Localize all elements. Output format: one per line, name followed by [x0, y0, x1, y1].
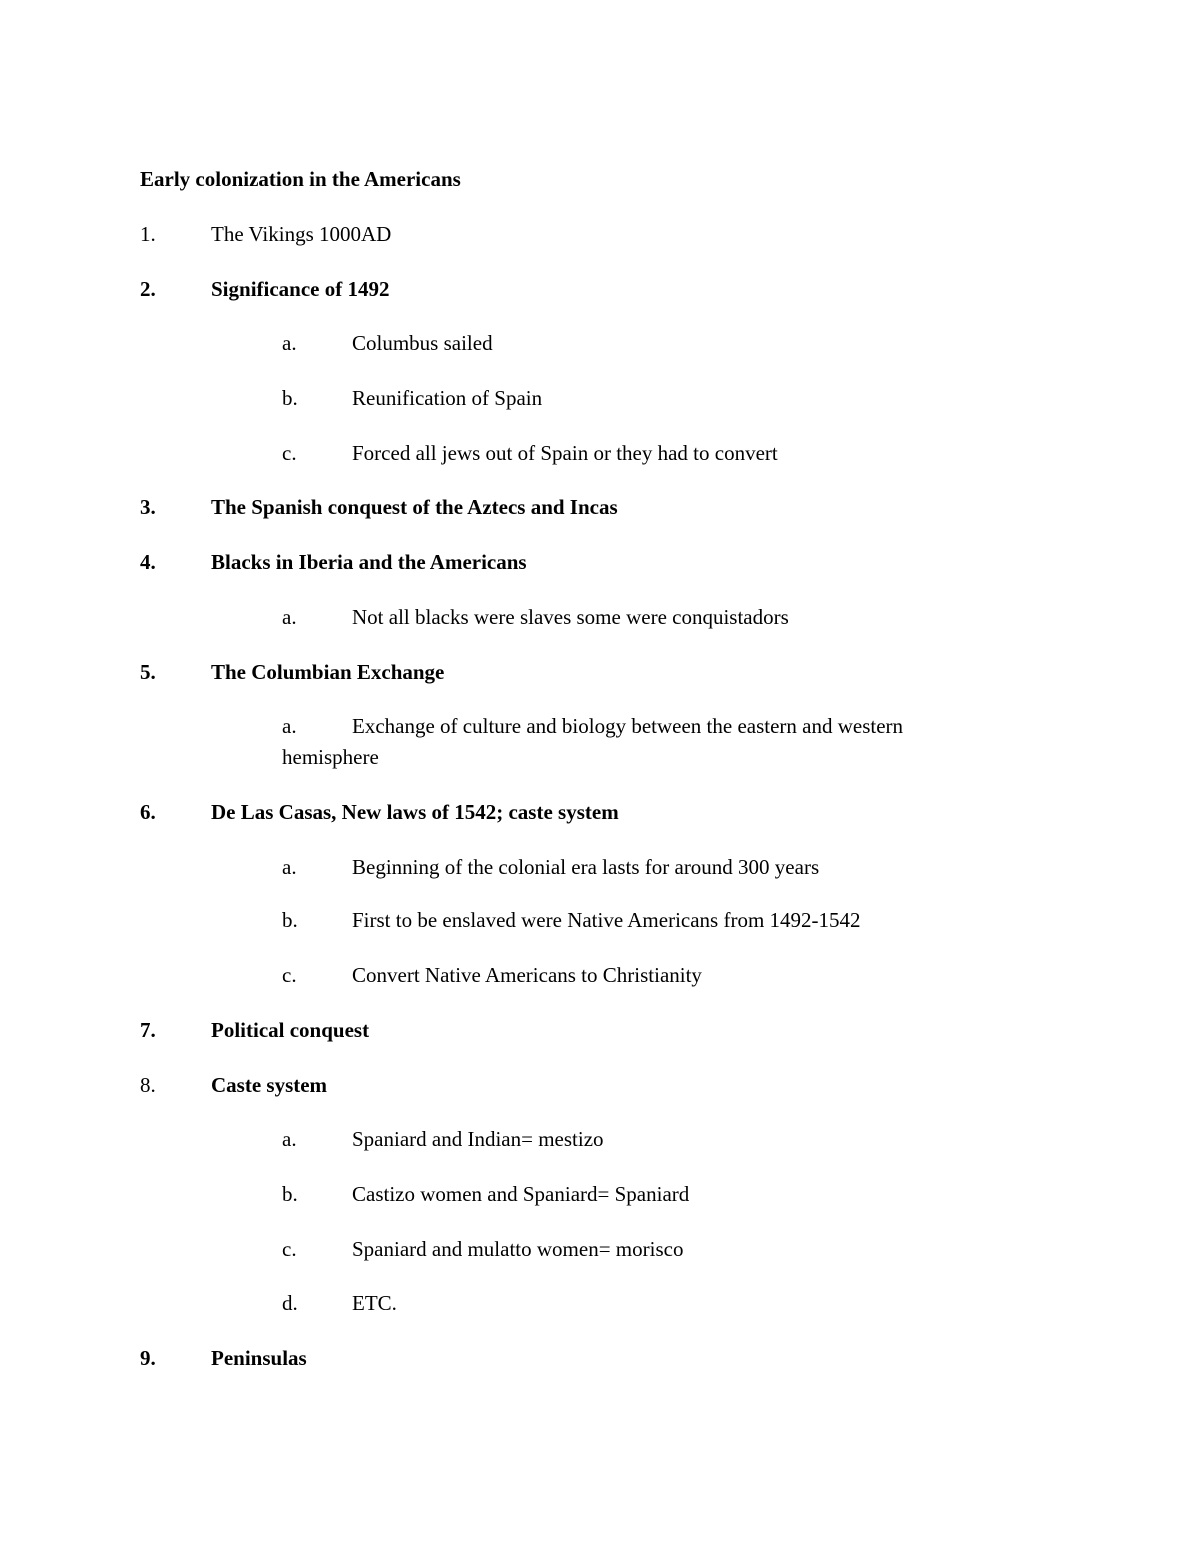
item-number: 2. — [140, 277, 156, 301]
item-heading: Peninsulas — [211, 1346, 307, 1370]
sub-item-letter: b. — [282, 1182, 298, 1206]
sub-item-text: Castizo women and Spaniard= Spaniard — [352, 1182, 690, 1206]
sub-item-text: Convert Native Americans to Christianity — [352, 963, 702, 987]
sub-item-letter: c. — [282, 1237, 297, 1261]
sub-item-text: Beginning of the colonial era lasts for around 300 years — [352, 855, 820, 879]
item-number: 3. — [140, 495, 156, 519]
sub-item-text: Reunification of Spain — [352, 386, 543, 410]
item-number: 8. — [140, 1073, 156, 1097]
sub-item-text: Forced all jews out of Spain or they had to convert — [352, 441, 778, 465]
sub-item-letter: c. — [282, 963, 297, 987]
sub-item-text: Columbus sailed — [352, 331, 493, 355]
sub-item-letter: a. — [282, 331, 297, 355]
item-number: 1. — [140, 222, 156, 246]
sub-item-text: Spaniard and mulatto women= morisco — [352, 1237, 684, 1261]
sub-item-text: Spaniard and Indian= mestizo — [352, 1127, 604, 1151]
item-number: 9. — [140, 1346, 156, 1370]
item-number: 5. — [140, 660, 156, 684]
item-heading: The Columbian Exchange — [211, 660, 445, 684]
sub-item-text: First to be enslaved were Native Americans from 1492-1542 — [352, 908, 861, 932]
item-heading: The Vikings 1000AD — [211, 222, 392, 246]
item-number: 4. — [140, 550, 156, 574]
item-heading: Political conquest — [211, 1018, 370, 1042]
sub-item-letter: a. — [282, 1127, 297, 1151]
sub-item-letter: a. — [282, 605, 297, 629]
sub-item-text-continuation: hemisphere — [282, 745, 379, 769]
item-heading: Significance of 1492 — [211, 277, 390, 301]
sub-item-text: Not all blacks were slaves some were conquistadors — [352, 605, 789, 629]
sub-item-letter: b. — [282, 386, 298, 410]
sub-item-letter: d. — [282, 1291, 298, 1315]
sub-item-letter: a. — [282, 714, 297, 738]
item-heading: De Las Casas, New laws of 1542; caste system — [211, 800, 619, 824]
item-number: 7. — [140, 1018, 156, 1042]
sub-item-text: Exchange of culture and biology between the eastern and western — [352, 714, 904, 738]
document-title: Early colonization in the Americans — [140, 167, 461, 191]
item-number: 6. — [140, 800, 156, 824]
sub-item-letter: c. — [282, 441, 297, 465]
sub-item-text: ETC. — [352, 1291, 397, 1315]
item-heading: Caste system — [211, 1073, 328, 1097]
item-heading: The Spanish conquest of the Aztecs and Incas — [211, 495, 618, 519]
sub-item-letter: b. — [282, 908, 298, 932]
sub-item-letter: a. — [282, 855, 297, 879]
item-heading: Blacks in Iberia and the Americans — [211, 550, 527, 574]
